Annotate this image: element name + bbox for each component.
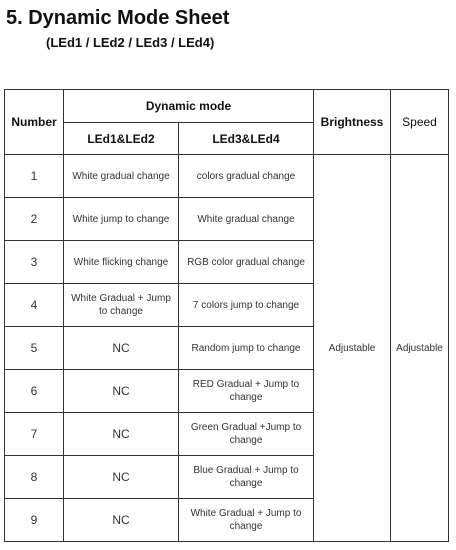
row-led12: NC [64,456,179,499]
row-number: 4 [5,284,64,327]
row-led34: colors gradual change [179,155,314,198]
row-led12: White jump to change [64,198,179,241]
header-brightness: Brightness [314,90,391,155]
row-led12: White gradual change [64,155,179,198]
page-subtitle: (LEd1 / LEd2 / LEd3 / LEd4) [46,35,215,50]
table-row [5,155,449,198]
row-led34: 7 colors jump to change [179,284,314,327]
row-led12: NC [64,327,179,370]
header-number: Number [5,90,64,155]
row-led34: RED Gradual + Jump to change [179,370,314,413]
row-number: 6 [5,370,64,413]
page-title: 5. Dynamic Mode Sheet [6,7,230,29]
brightness-value: Adjustable [314,155,391,542]
speed-value: Adjustable [391,155,449,542]
row-led34: Random jump to change [179,327,314,370]
row-number: 5 [5,327,64,370]
row-number: 1 [5,155,64,198]
header-dynamic-mode: Dynamic mode [64,90,314,123]
dynamic-mode-table [4,89,449,542]
row-led34: White gradual change [179,198,314,241]
row-led12: NC [64,413,179,456]
row-number: 7 [5,413,64,456]
header-speed: Speed [391,90,449,155]
row-led34: Green Gradual +Jump to change [179,413,314,456]
row-led12: White Gradual + Jump to change [64,284,179,327]
row-led34: Blue Gradual + Jump to change [179,456,314,499]
row-number: 9 [5,499,64,542]
row-led12: White flicking change [64,241,179,284]
header-led34: LEd3&LEd4 [179,123,314,155]
row-number: 3 [5,241,64,284]
row-number: 2 [5,198,64,241]
row-led12: NC [64,370,179,413]
row-led34: RGB color gradual change [179,241,314,284]
row-led34: White Gradual + Jump to change [179,499,314,542]
row-led12: NC [64,499,179,542]
table-header-row [5,90,449,123]
header-led12: LEd1&LEd2 [64,123,179,155]
row-number: 8 [5,456,64,499]
